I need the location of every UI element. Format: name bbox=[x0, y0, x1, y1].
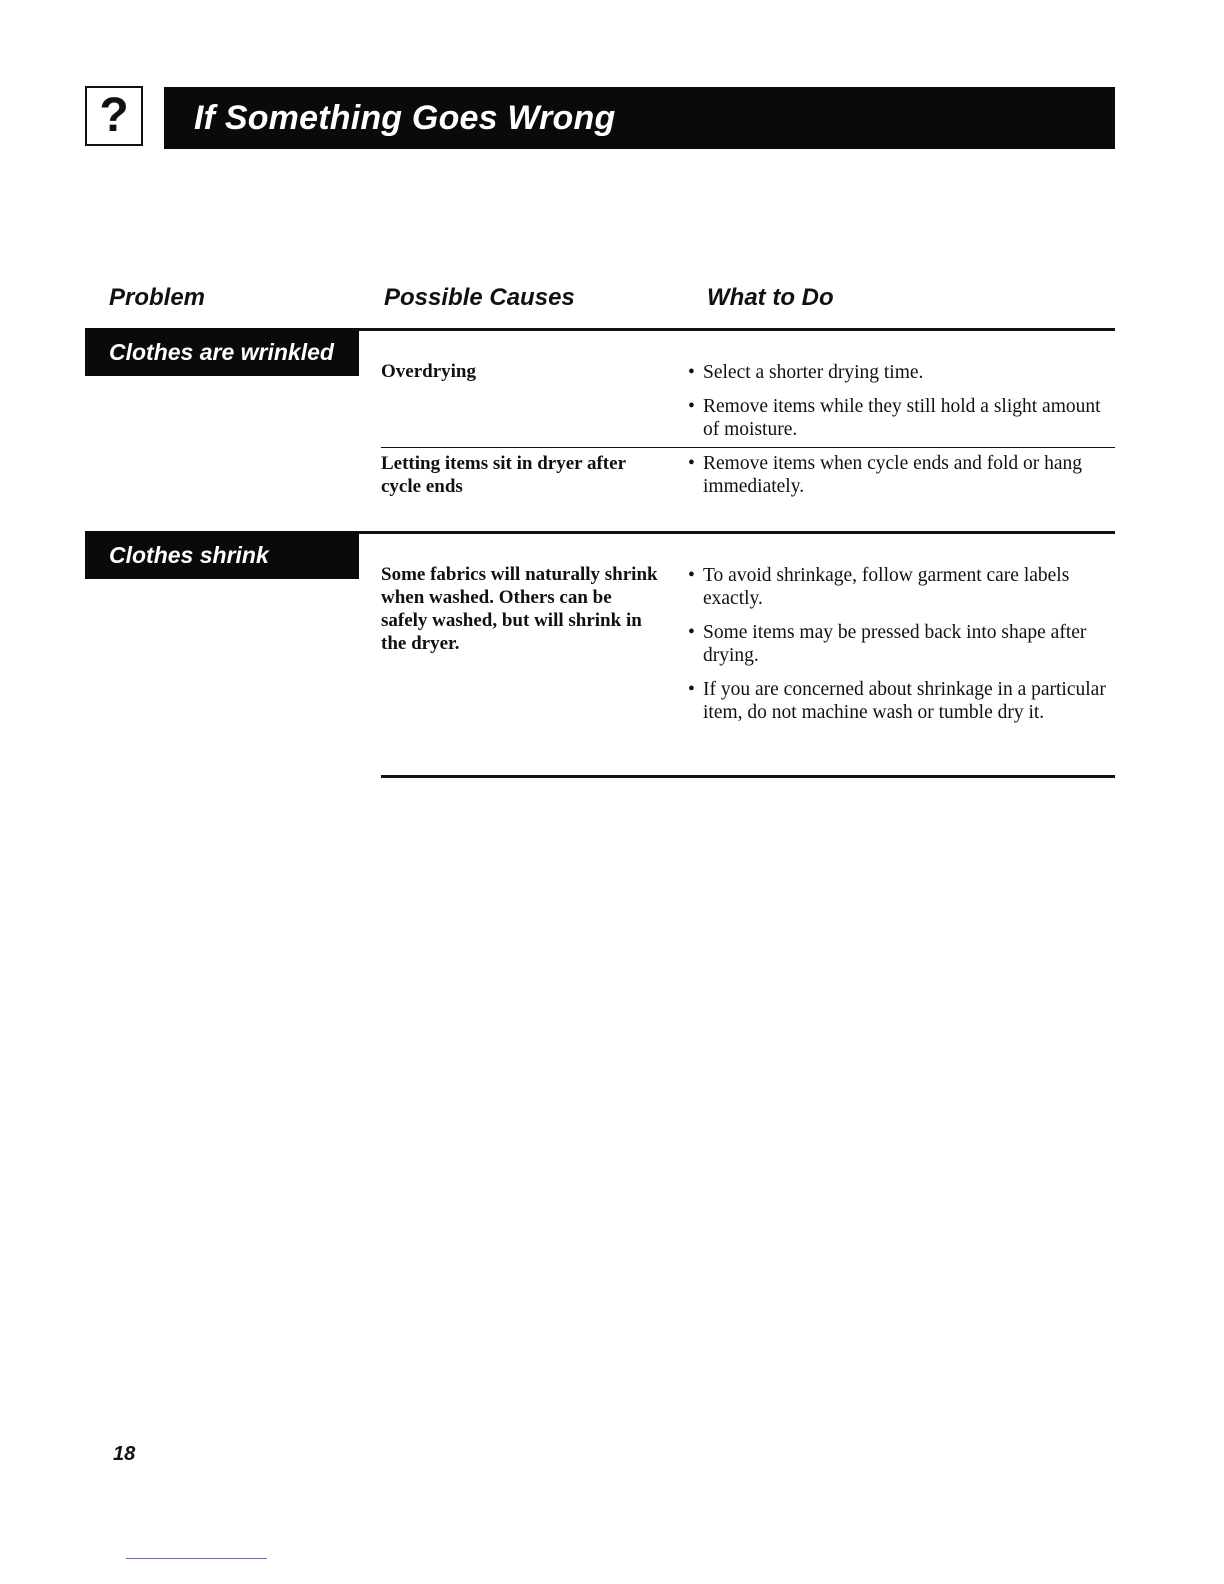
action-item bbox=[688, 564, 1108, 610]
action-text: If you are concerned about shrinkage in a particular item, do not machine wash or tumble dry it. bbox=[703, 679, 1106, 723]
action-text: To avoid shrinkage, follow garment care labels exactly. bbox=[703, 565, 1070, 609]
page-number: 18 bbox=[113, 1443, 136, 1465]
action-item bbox=[688, 678, 1108, 724]
problem-label-wrinkled: Clothes are wrinkled bbox=[85, 328, 359, 376]
section-divider bbox=[359, 328, 1115, 331]
column-header-todo: What to Do bbox=[707, 284, 834, 311]
action-item bbox=[688, 452, 1108, 498]
bullet-icon: • bbox=[688, 622, 695, 643]
problem-label-shrink: Clothes shrink bbox=[85, 531, 359, 579]
bullet-icon: • bbox=[688, 396, 695, 417]
action-text: Some items may be pressed back into shape after drying. bbox=[703, 622, 1087, 666]
page-title: If Something Goes Wrong bbox=[164, 87, 1115, 149]
action-text: Remove items while they still hold a slight amount of moisture. bbox=[703, 396, 1101, 440]
action-text: Select a shorter drying time. bbox=[703, 362, 924, 383]
question-mark-icon: ? bbox=[85, 86, 143, 146]
bullet-icon: • bbox=[688, 679, 695, 700]
bullet-icon: • bbox=[688, 565, 695, 586]
footer-line bbox=[126, 1558, 267, 1559]
action-item bbox=[688, 361, 1108, 384]
section-divider bbox=[359, 531, 1115, 534]
action-item bbox=[688, 395, 1108, 441]
cause-overdrying: Overdrying bbox=[381, 361, 476, 382]
action-item bbox=[688, 621, 1108, 667]
cause-fabrics-shrink: Some fabrics will naturally shrink when washed. Others can be safely washed, but will shrink in the dryer. bbox=[381, 564, 658, 654]
table-bottom-rule bbox=[381, 775, 1115, 778]
cause-letting-items-sit: Letting items sit in dryer after cycle ends bbox=[381, 453, 626, 497]
bullet-icon: • bbox=[688, 362, 695, 383]
bullet-icon: • bbox=[688, 453, 695, 474]
action-text: Remove items when cycle ends and fold or hang immediately. bbox=[703, 453, 1083, 497]
column-header-problem: Problem bbox=[109, 284, 206, 311]
row-divider bbox=[381, 447, 1115, 448]
column-header-causes: Possible Causes bbox=[384, 284, 575, 311]
